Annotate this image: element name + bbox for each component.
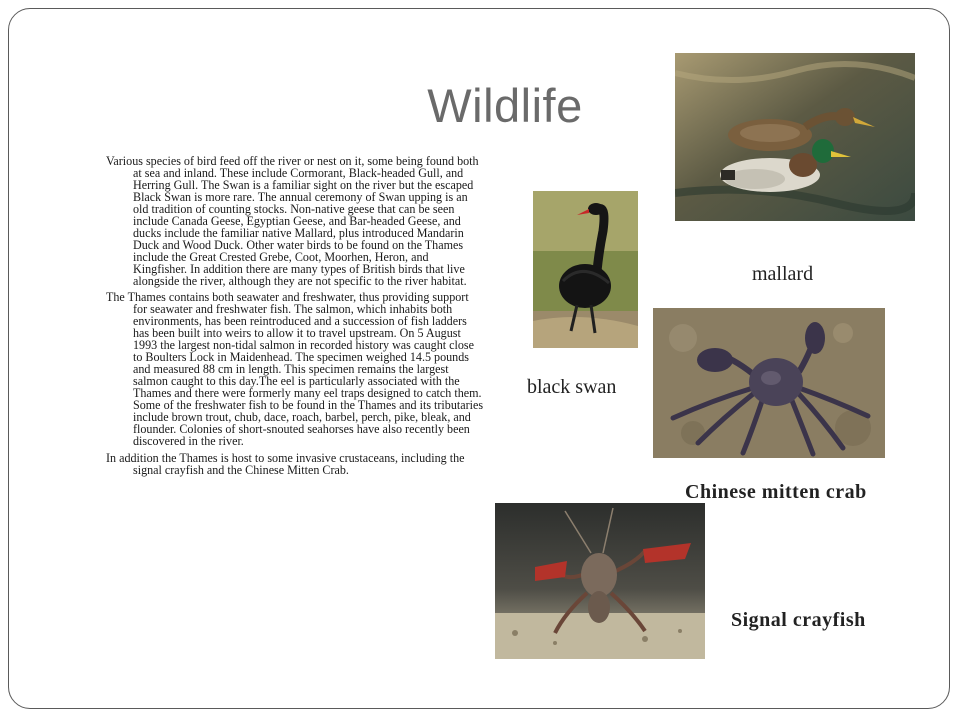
mallard-caption: mallard	[752, 263, 814, 285]
paragraph-fish: The Thames contains both seawater and freshwater, thus providing support for seawater and freshwater fish. The salmon, which inhabits both environments, has been reintroduced and a succession of fish ladders has been built into weirs to allow it to travel upstream. On 5 August 1993 the largest non-tidal salmon in recorded history was caught close to Boulters Lock in Maidenhead. The specimen weighed 14.5 pounds and measured 88 cm in length. This specimen remains the largest salmon caught to this day.The eel is particularly associated with the Thames and there were formerly many eel traps designed to catch them. Some of the freshwater fish to be found in the Thames and its tributaries include brown trout, chub, dace, roach, barbel, perch, pike, bleak, and flounder. Colonies of short-snouted seahorses have also recently been discovered in the river.	[106, 290, 484, 448]
paragraph-birds: Various species of bird feed off the river or nest on it, some being found both at sea and inland. These include Cormorant, Black-headed Gull, and Herring Gull. The Swan is a familiar sight on the river but the escaped Black Swan is more rare. The annual ceremony of Swan upping is an old tradition of counting stocks. Non-native geese that can be seen include Canada Geese, Egyptian Geese, and Bar-headed Geese, and ducks include the familiar native Mallard, plus introduced Mandarin Duck and Wood Duck. Other water birds to be found on the Thames include the Great Crested Grebe, Coot, Moorhen, Heron, and Kingfisher. In addition there are many types of British birds that live alongside the river, although they are not specific to the river habitat.	[106, 154, 479, 288]
body-text	[106, 156, 484, 482]
black-swan-photo	[533, 191, 638, 348]
black-swan-caption: black swan	[527, 376, 617, 398]
mitten-crab-caption: Chinese mitten crab	[685, 481, 867, 503]
mitten-crab-photo	[653, 308, 885, 458]
signal-crayfish-caption: Signal crayfish	[731, 609, 866, 631]
slide-title: Wildlife	[427, 79, 583, 132]
paragraph-crustaceans: In addition the Thames is host to some invasive crustaceans, including the signal crayfish and the Chinese Mitten Crab.	[106, 450, 465, 477]
signal-crayfish-photo	[495, 503, 705, 659]
mallard-photo	[675, 53, 915, 221]
